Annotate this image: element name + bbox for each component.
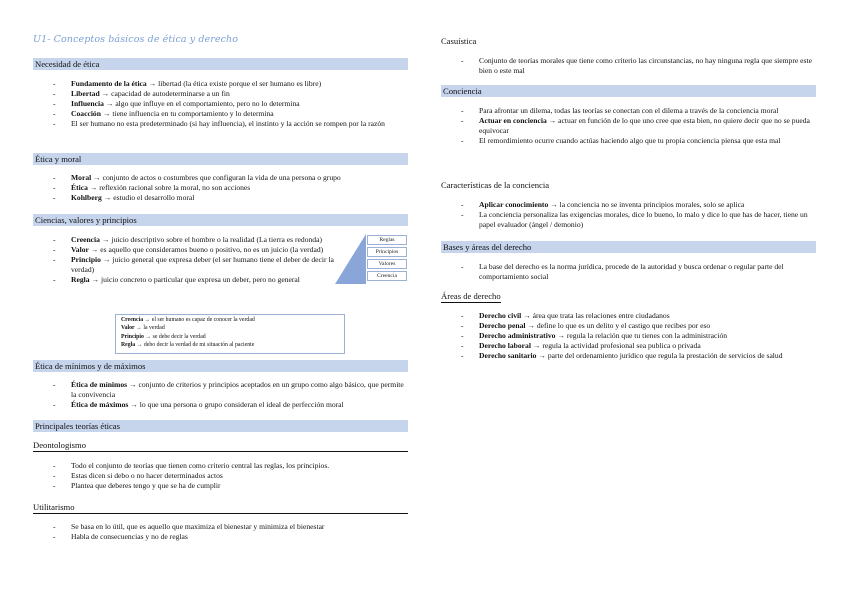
item-text: El ser humano no esta predeterminado (si hay influencia), el instinto y la acción se rompen por la razón xyxy=(71,119,385,129)
list-item xyxy=(53,255,338,275)
list-ciencias xyxy=(53,235,338,285)
list-deontologismo xyxy=(53,461,408,491)
list-areas-derecho xyxy=(461,311,816,361)
item-text: Conjunto de teorías morales que tiene como criterio las circunstancias, no hay ninguna regla que siempre este bien o este mal xyxy=(479,56,812,76)
item-text: → conjunto de actos o costumbres que configuran la vida de una persona o grupo xyxy=(91,173,341,182)
item-text: → debo decir la verdad de mi situación al paciente xyxy=(135,341,255,348)
pyramid-level-reglas: Reglas xyxy=(367,235,407,245)
term-bold: Principio xyxy=(121,333,144,340)
item-text: → es aquello que consideramos bueno o positivo, no es un juicio (la verdad) xyxy=(88,245,324,255)
list-item xyxy=(53,109,408,119)
subheader-utilitarismo xyxy=(33,502,408,514)
subheader-caracteristicas-label: Características de la conciencia xyxy=(441,180,550,190)
item-text: → estudio el desarrollo moral xyxy=(101,193,195,203)
list-item xyxy=(53,235,338,245)
item-text: Estas dicen si debo o no hacer determinados actos xyxy=(71,471,223,481)
pyramid-level-valores: Valores xyxy=(367,259,407,269)
list-etica-moral xyxy=(53,173,408,203)
subheader-deontologismo-label: Deontologismo xyxy=(33,440,86,450)
subheader-areas-derecho-label: Áreas de derecho xyxy=(441,291,501,301)
item-text: Plantea que deberes tengo y que se ha de cumplir xyxy=(71,481,221,491)
list-item xyxy=(461,331,816,341)
list-caracteristicas xyxy=(461,200,816,230)
item-text: → regula la relación que tu tienes con la administración xyxy=(555,331,728,341)
section-header-teorias: Principales teorías éticas xyxy=(33,420,408,432)
list-item xyxy=(53,173,408,183)
list-item xyxy=(53,532,408,542)
term-bold: Valor xyxy=(121,325,135,332)
section-header-minimos-maximos: Ética de mínimos y de máximos xyxy=(33,360,408,372)
list-item xyxy=(53,245,338,255)
item-text: → reflexión racional sobre la moral, no son acciones xyxy=(87,183,251,193)
list-item xyxy=(461,106,816,116)
list-item xyxy=(53,522,408,532)
item-text: → conjunto de criterios y principios aceptados en un grupo como algo básico, que permite la convivencia xyxy=(71,380,404,400)
item-text: La base del derecho es la norma jurídica, procede de la autoridad y busca ordenar o regular parte del comportamiento social xyxy=(479,262,784,282)
list-item xyxy=(53,119,408,129)
list-item xyxy=(53,471,408,481)
term-bold: Regla xyxy=(71,275,90,285)
list-item xyxy=(461,351,816,361)
item-text: → juicio concreto o particular que expresa un deber, pero no general xyxy=(89,275,300,285)
list-item xyxy=(53,461,408,471)
list-conciencia xyxy=(461,106,816,146)
section-header-necesidad: Necesidad de ética xyxy=(33,58,408,70)
term-bold: Derecho civil xyxy=(479,311,522,320)
term-bold: Ética xyxy=(71,183,88,193)
item-text: El remordimiento ocurre cuando actúas haciendo algo que tu propia conciencia piensa que esta mal xyxy=(479,136,781,146)
item-text: → regula la actividad profesional sea publica o privada xyxy=(530,341,701,351)
term-bold: Aplicar conocimiento xyxy=(479,200,549,209)
page-title: U1- Conceptos básicos de ética y derecho xyxy=(33,34,239,45)
term-bold: Actuar en conciencia xyxy=(479,116,547,126)
list-item xyxy=(461,56,816,76)
pyramid-level-principios: Principios xyxy=(367,247,407,257)
item-text: → libertad (la ética existe porque el ser humano es libre) xyxy=(146,79,322,88)
item-text: → lo que una persona o grupo consideran el ideal de perfección moral xyxy=(128,400,344,410)
list-item xyxy=(53,380,408,400)
item-text: Para afrontar un dilema, todas las teorías se conectan con el dilema a través de la conciencia moral xyxy=(479,106,779,115)
item-text: → juicio general que expresa deber (el ser humano tiene el deber de decir la verdad) xyxy=(71,255,334,275)
item-text: → juicio descriptivo sobre el hombre o la realidad (La tierra es redonda) xyxy=(99,235,323,244)
list-minimos-maximos xyxy=(53,380,408,410)
term-bold: Valor xyxy=(71,245,89,255)
list-item xyxy=(53,99,408,109)
term-bold: Ética de máximos xyxy=(71,400,129,410)
section-header-bases-derecho: Bases y áreas del derecho xyxy=(441,241,816,253)
note-line xyxy=(121,333,339,341)
pyramid-level-creencia: Creencia xyxy=(367,271,407,281)
item-text: → define lo que es un delito y el castigo que recibes por eso xyxy=(525,321,711,331)
term-bold: Libertad xyxy=(71,89,100,99)
list-item xyxy=(53,89,408,99)
list-item xyxy=(461,311,816,321)
example-note-box xyxy=(115,314,345,354)
item-text: → el ser humano es capaz de conocer la verdad xyxy=(143,317,255,323)
subheader-utilitarismo-label: Utilitarismo xyxy=(33,502,75,512)
subheader-casuistica xyxy=(441,36,816,47)
term-bold: Derecho sanitario xyxy=(479,351,537,361)
list-item xyxy=(461,321,816,331)
subheader-casuistica-label: Casuística xyxy=(441,36,477,46)
list-item xyxy=(53,481,408,491)
term-bold: Derecho penal xyxy=(479,321,526,331)
item-text: → la conciencia no se inventa principios morales, solo se aplica xyxy=(548,200,745,209)
term-bold: Ética de mínimos xyxy=(71,380,128,389)
item-text: → tiene influencia en tu comportamiento y lo determina xyxy=(100,109,274,119)
subheader-areas-derecho xyxy=(441,291,816,303)
term-bold: Creencia xyxy=(71,235,100,244)
section-header-ciencias: Ciencias, valores y principios xyxy=(33,214,408,226)
list-item xyxy=(53,193,408,203)
item-text: → capacidad de autodeterminarse a un fin xyxy=(99,89,230,99)
note-line xyxy=(121,324,339,332)
term-bold: Influencia xyxy=(71,99,104,109)
list-item xyxy=(53,275,338,285)
subheader-deontologismo xyxy=(33,440,408,452)
item-text: Habla de consecuencias y no de reglas xyxy=(71,532,188,542)
section-header-conciencia: Conciencia xyxy=(441,85,816,97)
item-text: Todo el conjunto de teorías que tienen como criterio central las reglas, los principios. xyxy=(71,461,330,470)
list-utilitarismo xyxy=(53,522,408,542)
list-item xyxy=(461,262,816,282)
item-text: → parte del ordenamiento jurídico que regula la prestación de servicios de salud xyxy=(536,351,783,361)
note-line xyxy=(121,316,339,324)
pyramid-triangle xyxy=(335,234,366,284)
item-text: → área que trata las relaciones entre ciudadanos xyxy=(521,311,670,320)
list-item xyxy=(53,183,408,193)
item-text: → actuar en función de lo que uno cree que esta bien, no quiere decir que no se pueda equivocar xyxy=(479,116,810,136)
item-text: → algo que influye en el comportamiento, pero no lo determina xyxy=(103,99,300,109)
term-bold: Coacción xyxy=(71,109,101,119)
list-item xyxy=(461,200,816,210)
term-bold: Regla xyxy=(121,341,136,348)
item-text: → se debe decir la verdad xyxy=(143,333,206,340)
list-item xyxy=(461,210,816,230)
item-text: La conciencia personaliza las exigencias morales, dice lo bueno, lo malo y dice lo que has de hacer, tiene un papel evaluador (ángel / demonio) xyxy=(479,210,808,230)
list-casuistica xyxy=(461,56,816,76)
item-text: → la verdad xyxy=(134,325,165,332)
term-bold: Moral xyxy=(71,173,92,182)
list-item xyxy=(461,136,816,146)
term-bold: Kohlberg xyxy=(71,193,102,203)
item-text: Se basa en lo útil, que es aquello que maximiza el bienestar y minimiza el bienestar xyxy=(71,522,325,531)
note-line xyxy=(121,341,339,349)
term-bold: Principio xyxy=(71,255,101,265)
section-header-etica-moral: Ética y moral xyxy=(33,153,408,165)
list-item xyxy=(53,79,408,89)
list-item xyxy=(461,116,816,136)
list-bases-derecho xyxy=(461,262,816,282)
term-bold: Derecho laboral xyxy=(479,341,531,351)
subheader-caracteristicas xyxy=(441,180,816,191)
list-item xyxy=(53,400,408,410)
term-bold: Fundamento de la ética xyxy=(71,79,147,88)
list-necesidad xyxy=(53,79,408,129)
list-item xyxy=(461,341,816,351)
term-bold: Derecho administrativo xyxy=(479,331,556,341)
term-bold: Creencia xyxy=(121,317,144,323)
